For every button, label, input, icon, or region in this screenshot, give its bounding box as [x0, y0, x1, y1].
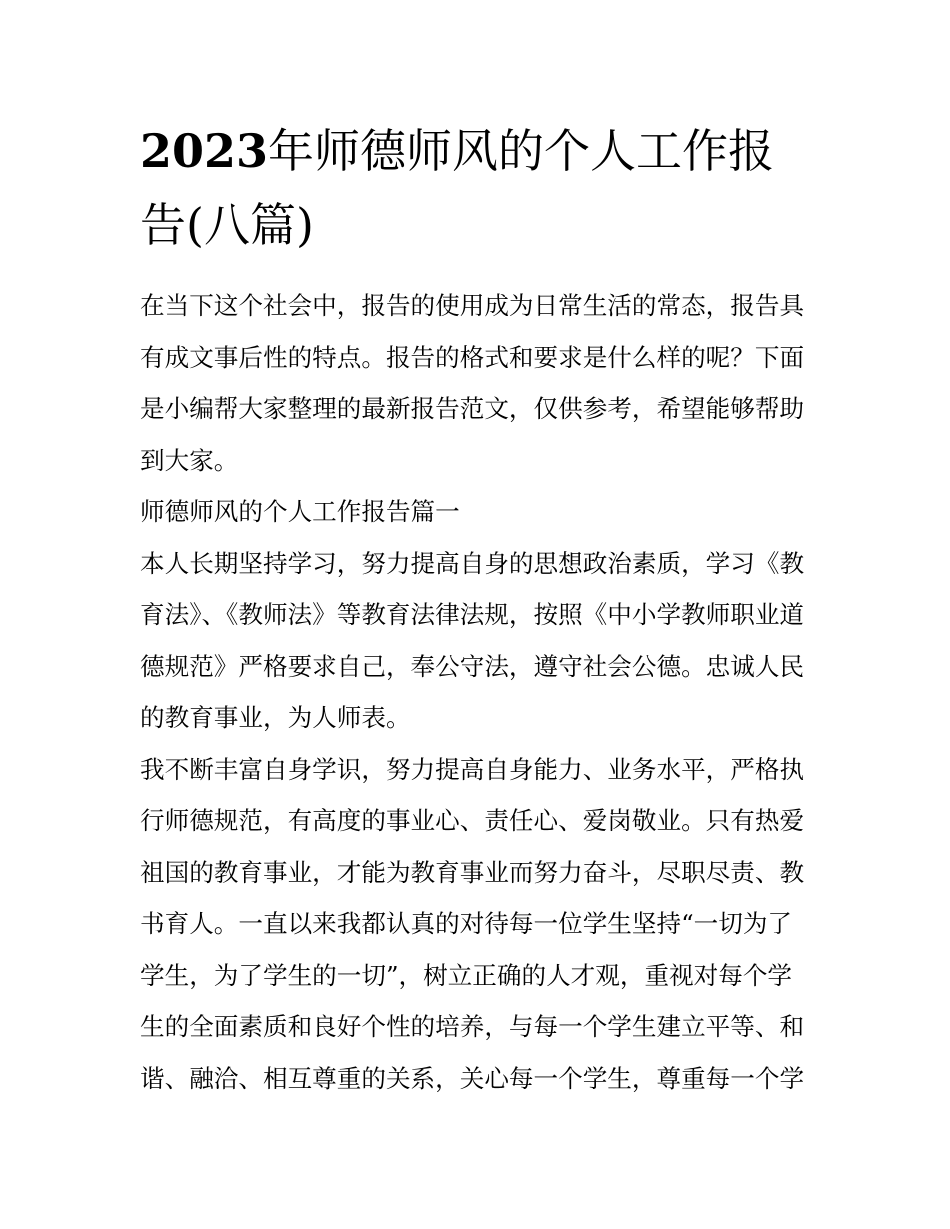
intro-paragraph: 在当下这个社会中，报告的使用成为日常生活的常态，报告具有成文事后性的特点。报告的格式和要求是什么样的呢？下面是小编帮大家整理的最新报告范文，仅供参考，希望能够帮助到大家。: [140, 291, 805, 475]
body-paragraph-2: 我不断丰富自身学识，努力提高自身能力、业务水平，严格执行师德规范，有高度的事业心、责任心、爱岗敬业。只有热爱祖国的教育事业，才能为教育事业而努力奋斗，尽职尽责、教书育人。一直以来我都认真的对待每一位学生坚持“一切为了学生，为了学生的一切”，树立正确的人才观，重视对每个学生的全面素质和良好个性的培养，与每一个学生建立平等、和谐、融洽、相互尊重的关系，关心每一个学生，尊重每一个学: [140, 754, 805, 1093]
section-heading: 师德师风的个人工作报告篇一: [140, 497, 460, 526]
document-body: [140, 280, 812, 1104]
title-text: 年师德师风的个人工作报告(八篇): [140, 124, 775, 252]
title-year: 2023: [140, 124, 269, 178]
body-paragraph-1: 本人长期坚持学习，努力提高自身的思想政治素质，学习《教育法》、《教师法》等教育法律法规，按照《中小学教师职业道德规范》严格要求自己，奉公守法，遵守社会公德。忠诚人民的教育事业，为人师表。: [140, 548, 805, 732]
document-title: [140, 114, 812, 262]
